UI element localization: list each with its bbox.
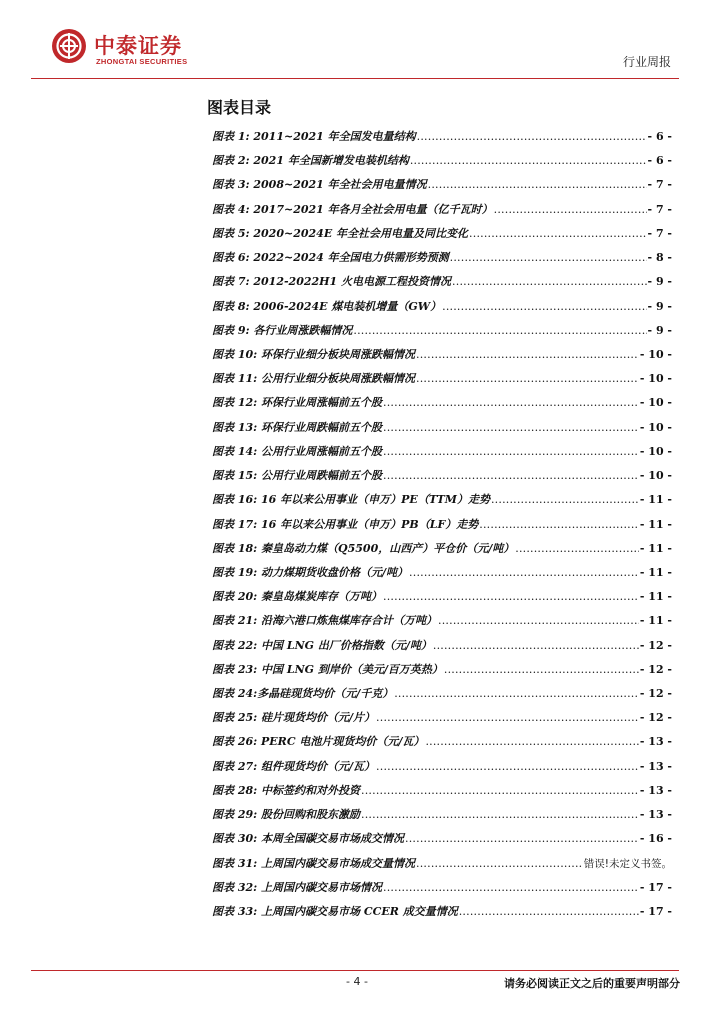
toc-entry-page: - 10 - bbox=[639, 347, 672, 361]
toc-entry-page: - 9 - bbox=[647, 323, 672, 337]
footer-disclaimer: 请务必阅读正文之后的重要声明部分 bbox=[504, 977, 680, 990]
toc-entry-page: - 11 - bbox=[639, 590, 672, 604]
toc-dot-leader bbox=[361, 806, 639, 824]
toc-entry-label: 图表 30: 本周全国碳交易市场成交情况 bbox=[212, 832, 405, 846]
toc-entry-page: - 10 - bbox=[639, 420, 672, 434]
toc-entry-page: - 16 - bbox=[639, 832, 672, 846]
toc-entry[interactable] bbox=[212, 685, 672, 709]
toc-entry[interactable] bbox=[212, 612, 672, 636]
toc-entry[interactable] bbox=[212, 152, 672, 176]
toc-entry[interactable] bbox=[212, 806, 672, 830]
toc-entry-label: 图表 27: 组件现货均价（元/瓦） bbox=[212, 759, 376, 773]
toc-entry[interactable] bbox=[212, 540, 672, 564]
toc-dot-leader bbox=[491, 491, 639, 509]
zhongtai-logo-icon bbox=[52, 29, 86, 63]
toc-entry-label: 图表 32: 上周国内碳交易市场情况 bbox=[212, 880, 383, 894]
toc-dot-leader bbox=[376, 758, 639, 776]
toc-entry[interactable] bbox=[212, 903, 672, 927]
toc-entry[interactable] bbox=[212, 176, 672, 200]
toc-dot-leader bbox=[425, 733, 638, 751]
toc-entry-label: 图表 9: 各行业周涨跌幅情况 bbox=[212, 323, 353, 337]
toc-entry[interactable] bbox=[212, 225, 672, 249]
toc-dot-leader bbox=[383, 419, 639, 437]
toc-entry-page: - 12 - bbox=[639, 662, 672, 676]
toc-entry-label: 图表 7: 2012-2022H1 火电电源工程投资情况 bbox=[212, 275, 452, 289]
header-divider bbox=[31, 78, 679, 79]
toc-dot-leader bbox=[417, 128, 647, 146]
toc-entry-page: - 11 - bbox=[639, 493, 672, 507]
toc-entry[interactable] bbox=[212, 855, 672, 879]
toc-entry-page: - 9 - bbox=[647, 275, 672, 289]
toc-entry-label: 图表 13: 环保行业周跌幅前五个股 bbox=[212, 420, 383, 434]
toc-dot-leader bbox=[416, 346, 639, 364]
toc-entry[interactable] bbox=[212, 879, 672, 903]
toc-entry-label: 图表 24:多晶硅现货均价（元/千克） bbox=[212, 687, 394, 701]
toc-entry-page: - 7 - bbox=[647, 178, 672, 192]
page-number: - 4 - bbox=[346, 975, 368, 988]
toc-entry[interactable] bbox=[212, 709, 672, 733]
toc-dot-leader bbox=[405, 830, 639, 848]
toc-entry[interactable] bbox=[212, 758, 672, 782]
toc-entry-page: - 6 - bbox=[647, 130, 672, 143]
toc-entry-label: 图表 23: 中国 LNG 到岸价（美元/百万英热） bbox=[212, 662, 443, 676]
toc-entry[interactable] bbox=[212, 273, 672, 297]
toc-entry-label: 图表 15: 公用行业周跌幅前五个股 bbox=[212, 469, 383, 483]
toc-entry[interactable] bbox=[212, 491, 672, 515]
toc-entry-page: - 10 - bbox=[639, 396, 672, 410]
toc-entry[interactable] bbox=[212, 588, 672, 612]
page-header bbox=[0, 0, 724, 80]
toc-entry[interactable] bbox=[212, 346, 672, 370]
toc-entry-page: - 12 - bbox=[639, 638, 672, 652]
toc-entry[interactable] bbox=[212, 564, 672, 588]
toc-entry-label: 图表 28: 中标签约和对外投资 bbox=[212, 783, 361, 797]
toc-dot-leader bbox=[442, 298, 646, 316]
toc-entry-label: 图表 22: 中国 LNG 出厂价格指数（元/吨） bbox=[212, 638, 432, 652]
toc-entry[interactable] bbox=[212, 128, 672, 152]
footer-divider bbox=[31, 970, 679, 971]
toc-entry-page: 错误!未定义书签。 bbox=[583, 857, 672, 870]
toc-entry-page: - 6 - bbox=[647, 154, 672, 168]
toc-entry-label: 图表 6: 2022~2024 年全国电力供需形势预测 bbox=[212, 251, 449, 265]
toc-entry-label: 图表 3: 2008~2021 年全社会用电量情况 bbox=[212, 178, 427, 192]
toc-entry-page: - 12 - bbox=[639, 687, 672, 701]
toc-entry-page: - 13 - bbox=[639, 759, 672, 773]
toc-dot-leader bbox=[383, 588, 639, 606]
toc-entry[interactable] bbox=[212, 298, 672, 322]
toc-dot-leader bbox=[433, 637, 639, 655]
toc-dot-leader bbox=[383, 879, 639, 897]
toc-entry-label: 图表 25: 硅片现货均价（元/片） bbox=[212, 711, 376, 725]
toc-entry-label: 图表 4: 2017~2021 年各月全社会用电量（亿千瓦时） bbox=[212, 202, 493, 216]
toc-list bbox=[212, 128, 672, 927]
logo-chinese-name: 中泰证券 bbox=[94, 34, 182, 58]
toc-dot-leader bbox=[416, 855, 583, 873]
toc-entry-page: - 17 - bbox=[639, 880, 672, 894]
logo-english-name: ZHONGTAI SECURITIES bbox=[96, 57, 188, 66]
toc-entry-label: 图表 31: 上周国内碳交易市场成交量情况 bbox=[212, 856, 416, 870]
toc-entry-page: - 8 - bbox=[647, 251, 672, 265]
toc-dot-leader bbox=[353, 322, 646, 340]
toc-entry-label: 图表 21: 沿海六港口炼焦煤库存合计（万吨） bbox=[212, 614, 438, 628]
toc-entry-label: 图表 5: 2020~2024E 年全社会用电量及同比变化 bbox=[212, 226, 469, 240]
toc-entry-label: 图表 33: 上周国内碳交易市场 CCER 成交量情况 bbox=[212, 905, 458, 918]
toc-title: 图表目录 bbox=[207, 98, 272, 117]
toc-dot-leader bbox=[416, 370, 639, 388]
toc-entry-page: - 11 - bbox=[639, 517, 672, 531]
toc-entry-page: - 10 - bbox=[639, 469, 672, 483]
toc-entry-label: 图表 29: 股份回购和股东激励 bbox=[212, 808, 361, 822]
toc-dot-leader bbox=[438, 612, 639, 630]
toc-dot-leader bbox=[452, 273, 647, 291]
toc-entry[interactable] bbox=[212, 782, 672, 806]
toc-entry-label: 图表 16: 16 年以来公用事业（申万）PE（TTM）走势 bbox=[212, 493, 490, 507]
toc-dot-leader bbox=[383, 394, 639, 412]
toc-entry[interactable] bbox=[212, 467, 672, 491]
toc-dot-leader bbox=[459, 903, 639, 921]
toc-entry[interactable] bbox=[212, 443, 672, 467]
toc-entry[interactable] bbox=[212, 637, 672, 661]
toc-entry[interactable] bbox=[212, 419, 672, 443]
toc-entry-label: 图表 14: 公用行业周涨幅前五个股 bbox=[212, 444, 383, 458]
toc-dot-leader bbox=[444, 661, 639, 679]
toc-dot-leader bbox=[410, 152, 647, 170]
toc-entry[interactable] bbox=[212, 370, 672, 394]
toc-dot-leader bbox=[494, 201, 647, 219]
toc-dot-leader bbox=[383, 467, 639, 485]
toc-entry-page: - 11 - bbox=[639, 565, 672, 579]
toc-entry-label: 图表 10: 环保行业细分板块周涨跌幅情况 bbox=[212, 347, 416, 361]
toc-entry-label: 图表 11: 公用行业细分板块周涨跌幅情况 bbox=[212, 372, 416, 386]
toc-dot-leader bbox=[383, 443, 639, 461]
toc-entry-page: - 10 - bbox=[639, 372, 672, 386]
toc-dot-leader bbox=[376, 709, 639, 727]
toc-entry[interactable] bbox=[212, 394, 672, 418]
toc-entry-page: - 11 - bbox=[639, 614, 672, 628]
toc-dot-leader bbox=[428, 176, 647, 194]
toc-entry-page: - 13 - bbox=[639, 808, 672, 822]
toc-entry-label: 图表 8: 2006-2024E 煤电装机增量（GW） bbox=[212, 299, 442, 313]
toc-entry-label: 图表 12: 环保行业周涨幅前五个股 bbox=[212, 396, 383, 410]
toc-dot-leader bbox=[450, 249, 647, 267]
toc-entry-label: 图表 2: 2021 年全国新增发电装机结构 bbox=[212, 154, 409, 168]
report-type: 行业周报 bbox=[622, 55, 671, 69]
toc-entry-label: 图表 17: 16 年以来公用事业（申万）PB（LF）走势 bbox=[212, 517, 479, 531]
toc-dot-leader bbox=[409, 564, 639, 582]
toc-entry-page: - 7 - bbox=[647, 226, 672, 240]
toc-dot-leader bbox=[361, 782, 639, 800]
toc-entry[interactable] bbox=[212, 661, 672, 685]
toc-dot-leader bbox=[394, 685, 639, 703]
toc-entry-label: 图表 26: PERC 电池片现货均价（元/瓦） bbox=[212, 735, 425, 749]
toc-entry-label: 图表 19: 动力煤期货收盘价格（元/吨） bbox=[212, 565, 409, 579]
toc-entry-label: 图表 20: 秦皇岛煤炭库存（万吨） bbox=[212, 590, 383, 604]
toc-entry-label: 图表 1: 2011~2021 年全国发电量结构 bbox=[212, 130, 416, 143]
toc-entry-page: - 10 - bbox=[639, 444, 672, 458]
toc-entry-page: - 12 - bbox=[639, 711, 672, 725]
toc-entry-page: - 13 - bbox=[639, 735, 672, 749]
toc-entry[interactable] bbox=[212, 733, 672, 757]
toc-entry[interactable] bbox=[212, 830, 672, 854]
toc-entry-page: - 13 - bbox=[639, 783, 672, 797]
toc-entry-page: - 11 - bbox=[639, 541, 672, 555]
toc-entry-page: - 9 - bbox=[647, 299, 672, 313]
toc-dot-leader bbox=[515, 540, 639, 558]
toc-entry[interactable] bbox=[212, 201, 672, 225]
toc-entry-page: - 7 - bbox=[647, 202, 672, 216]
toc-entry-label: 图表 18: 秦皇岛动力煤（Q5500，山西产）平仓价（元/吨） bbox=[212, 541, 515, 555]
toc-dot-leader bbox=[469, 225, 647, 243]
toc-entry[interactable] bbox=[212, 249, 672, 273]
toc-entry-page: - 17 - bbox=[639, 905, 672, 918]
toc-entry[interactable] bbox=[212, 322, 672, 346]
toc-entry[interactable] bbox=[212, 516, 672, 540]
toc-dot-leader bbox=[479, 516, 639, 534]
